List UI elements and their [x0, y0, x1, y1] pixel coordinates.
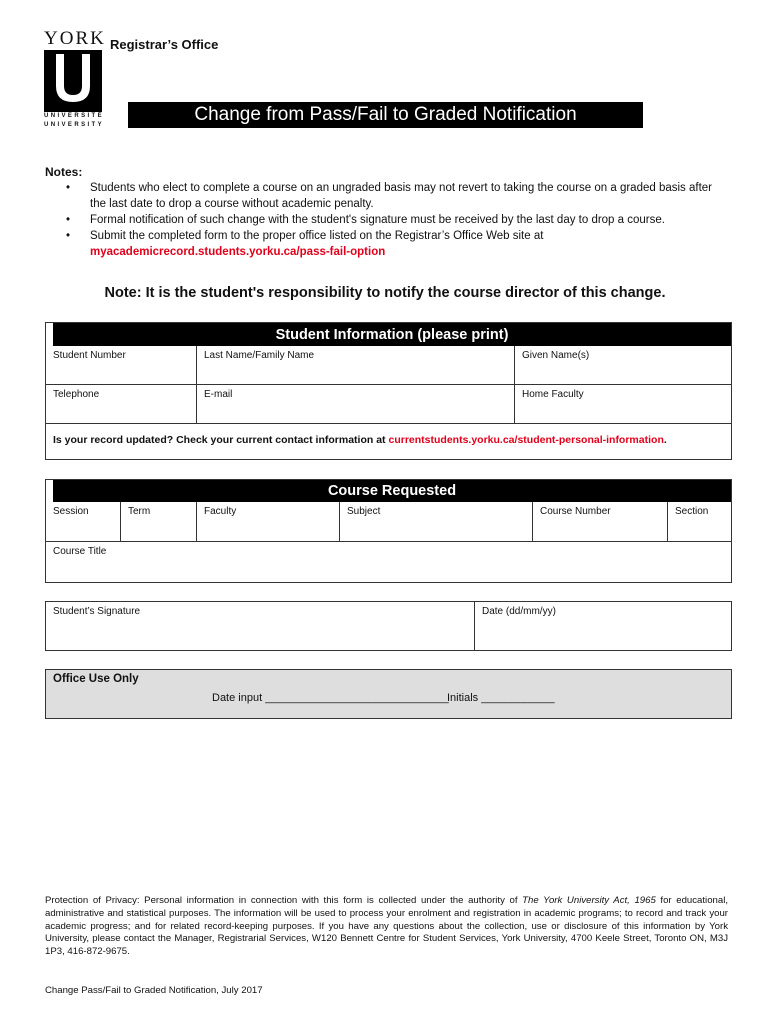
logo-york-text: YORK — [44, 28, 106, 49]
student-number-field[interactable]: Student Number — [46, 346, 197, 385]
given-names-field[interactable]: Given Name(s) — [515, 346, 731, 385]
record-update-period: . — [663, 434, 667, 446]
note-text: Submit the completed form to the proper office listed on the Registrar’s Office Web site at — [90, 230, 544, 242]
privacy-act-title: The York University Act, 1965 — [522, 895, 656, 906]
form-identifier: Change Pass/Fail to Graded Notification, July 2017 — [45, 985, 263, 996]
initials-line[interactable]: Initials ____________ — [447, 692, 555, 704]
privacy-notice — [45, 895, 728, 959]
home-faculty-field[interactable]: Home Faculty — [515, 385, 731, 424]
signature-section — [45, 601, 732, 651]
notes-list — [66, 180, 730, 260]
record-update-text: Is your record updated? Check your current contact information at — [53, 434, 386, 446]
telephone-field[interactable]: Telephone — [46, 385, 197, 424]
course-number-field[interactable]: Course Number — [533, 502, 668, 542]
student-info-heading: Student Information (please print) — [53, 323, 731, 346]
term-field[interactable]: Term — [121, 502, 197, 542]
section-field[interactable]: Section — [668, 502, 731, 542]
privacy-text-end: for educational, administrative and statistical purposes. The information will be used to process your enrolment and registration in academic programs; to record and track your academic progress; and for related record-keeping purposes. If you have any questions about the collection, use or disclosure of this information by York University, please contact the Manager, Registrarial Services, W120 Bennett Centre for Student Services, York University, 4700 Keele Street, Toronto ON, M3J 1P3, 416-872-9675. — [45, 895, 728, 958]
course-requested-section — [45, 479, 732, 583]
logo-university: UNIVERSITY — [44, 122, 105, 128]
subject-field[interactable]: Subject — [340, 502, 533, 542]
student-info-section — [45, 322, 732, 460]
faculty-field[interactable]: Faculty — [197, 502, 340, 542]
pass-fail-link[interactable]: myacademicrecord.students.yorku.ca/pass-fail-option — [90, 246, 386, 258]
course-requested-heading: Course Requested — [53, 480, 731, 502]
note-item: • Students who elect to complete a course on an ungraded basis may not revert to taking the course on a graded basis after the last date to drop a course without academic penalty. — [66, 180, 730, 212]
date-input-line[interactable]: Date input ______________________________ — [212, 692, 449, 704]
last-name-field[interactable]: Last Name/Family Name — [197, 346, 515, 385]
note-item: • Formal notification of such change with the student's signature must be received by the last day to drop a course. — [66, 212, 730, 228]
logo-university-text — [44, 112, 104, 130]
student-signature-field[interactable]: Student’s Signature — [46, 602, 475, 650]
note-item — [66, 228, 730, 260]
date-field[interactable]: Date (dd/mm/yy) — [482, 606, 556, 617]
record-update-note — [53, 434, 667, 446]
session-field[interactable]: Session — [46, 502, 121, 542]
notes-label: Notes: — [45, 165, 83, 179]
responsibility-note: Note: It is the student's responsibility to notify the course director of this change. — [104, 285, 666, 301]
course-title-field[interactable]: Course Title — [53, 546, 107, 557]
york-logo-u — [44, 50, 102, 112]
personal-info-link[interactable]: currentstudents.yorku.ca/student-personal-information — [388, 434, 664, 446]
office-use-heading: Office Use Only — [53, 673, 139, 685]
privacy-text-start: Protection of Privacy: Personal information in connection with this form is collected under the authority of — [45, 895, 523, 906]
logo-universite: UNIVERSITÉ — [44, 113, 105, 119]
email-field[interactable]: E-mail — [197, 385, 515, 424]
form-title: Change from Pass/Fail to Graded Notification — [128, 102, 643, 128]
office-use-section — [45, 669, 732, 719]
registrar-office-label: Registrar’s Office — [110, 37, 219, 52]
